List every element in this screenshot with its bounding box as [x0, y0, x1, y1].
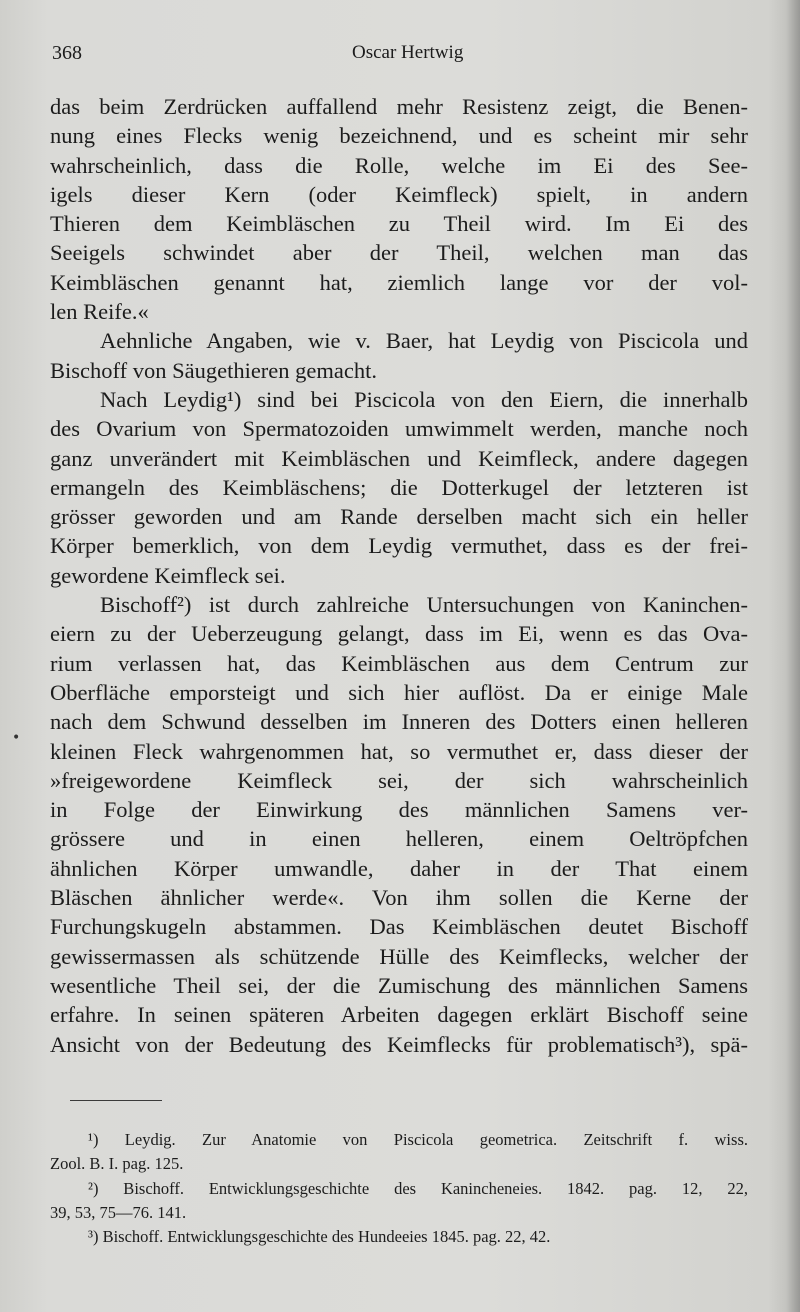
text-line: Nach Leydig¹) sind bei Piscicola von den Eiern, die innerhalb — [100, 386, 748, 412]
text-line: des Ovarium von Spermatozoiden umwimmelt werden, manche noch — [50, 416, 748, 442]
footnote-line: Zool. B. I. pag. 125. — [50, 1154, 184, 1174]
text-line: nach dem Schwund desselben im Inneren des Dotters einen helleren — [50, 709, 748, 735]
text-line: »freigewordene Keimfleck sei, der sich wahrscheinlich — [50, 767, 748, 793]
text-line: len Reife.« — [50, 299, 149, 325]
text-line: eiern zu der Ueberzeugung gelangt, dass im Ei, wenn es das Ova- — [50, 621, 748, 647]
text-line: nung eines Flecks wenig bezeichnend, und es scheint mir sehr — [50, 123, 748, 149]
page-edge-shadow — [786, 0, 800, 1312]
text-line: Bischoff von Säugethieren gemacht. — [50, 357, 377, 383]
text-line: Ansicht von der Bedeutung des Keimflecks für problematisch³), spä- — [50, 1031, 748, 1057]
text-line: Oberfläche emporsteigt und sich hier auflöst. Da er einige Male — [50, 679, 748, 705]
footnote-line: ²) Bischoff. Entwicklungsgeschichte des Kanincheneies. 1842. pag. 12, 22, — [88, 1178, 748, 1198]
text-line: Körper bemerklich, von dem Leydig vermuthet, dass es der frei- — [50, 533, 748, 559]
margin-mark: • — [12, 730, 21, 746]
text-line: gewissermassen als schützende Hülle des Keimflecks, welcher der — [50, 943, 748, 969]
text-line: Seeigels schwindet aber der Theil, welchen man das — [50, 240, 748, 266]
text-line: wahrscheinlich, dass die Rolle, welche im Ei des See- — [50, 152, 748, 178]
text-line: grössere und in einen helleren, einem Oeltröpfchen — [50, 826, 748, 852]
text-line: ermangeln des Keimbläschens; die Dotterkugel der letzteren ist — [50, 474, 748, 500]
text-line: Bläschen ähnlicher werde«. Von ihm sollen die Kerne der — [50, 885, 748, 911]
text-line: erfahre. In seinen späteren Arbeiten dagegen erklärt Bischoff seine — [50, 1002, 748, 1028]
text-line: gewordene Keimfleck sei. — [50, 562, 286, 588]
page-number: 368 — [52, 42, 82, 64]
text-line: Keimbläschen genannt hat, ziemlich lange vor der vol- — [50, 269, 748, 295]
text-line: ähnlichen Körper umwandle, daher in der That einem — [50, 855, 748, 881]
text-line: grösser geworden und am Rande derselben macht sich ein heller — [50, 504, 748, 530]
footnote-line: ³) Bischoff. Entwicklungsgeschichte des Hundeeies 1845. pag. 22, 42. — [88, 1227, 551, 1247]
text-line: igels dieser Kern (oder Keimfleck) spielt, in andern — [50, 181, 748, 207]
footnote-line: 39, 53, 75—76. 141. — [50, 1202, 187, 1222]
text-line: ganz unverändert mit Keimbläschen und Keimfleck, andere dagegen — [50, 445, 748, 471]
text-line: Furchungskugeln abstammen. Das Keimbläschen deutet Bischoff — [50, 914, 748, 940]
text-line: rium verlassen hat, das Keimbläschen aus dem Centrum zur — [50, 650, 748, 676]
page-header — [52, 40, 748, 70]
text-line: Thieren dem Keimbläschen zu Theil wird. Im Ei des — [50, 211, 748, 237]
text-line: in Folge der Einwirkung des männlichen Samens ver- — [50, 797, 748, 823]
footnote-line: ¹) Leydig. Zur Anatomie von Piscicola geometrica. Zeitschrift f. wiss. — [88, 1130, 748, 1149]
text-line: wesentliche Theil sei, der die Zumischung des männlichen Samens — [50, 972, 748, 998]
text-line: kleinen Fleck wahrgenommen hat, so vermuthet er, dass dieser der — [50, 738, 748, 764]
text-line: das beim Zerdrücken auffallend mehr Resistenz zeigt, die Benen- — [50, 94, 748, 119]
running-head: Oscar Hertwig — [352, 42, 464, 63]
footnote-rule — [70, 1100, 162, 1101]
footnotes — [50, 1128, 748, 1249]
text-line: Aehnliche Angaben, wie v. Baer, hat Leydig von Piscicola und — [100, 328, 748, 354]
text-line: Bischoff²) ist durch zahlreiche Untersuchungen von Kaninchen- — [100, 592, 748, 618]
body-text — [50, 92, 748, 1059]
